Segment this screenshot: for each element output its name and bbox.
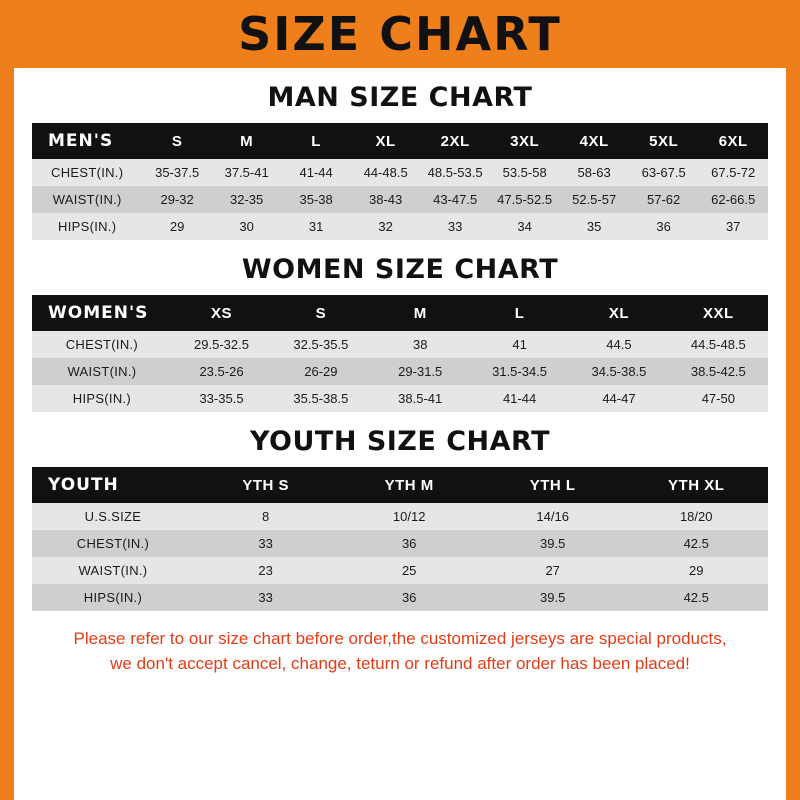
table-cell: 58-63: [559, 159, 629, 186]
column-header: YOUTH: [32, 467, 194, 503]
column-header: YTH XL: [624, 467, 768, 503]
column-header: M: [212, 123, 282, 159]
table-cell: 32.5-35.5: [271, 331, 370, 358]
youth-section-title: YOUTH SIZE CHART: [249, 426, 551, 457]
column-header: XL: [351, 123, 421, 159]
table-cell: 33-35.5: [172, 385, 271, 412]
column-header: MEN'S: [32, 123, 142, 159]
table-cell: 39.5: [481, 530, 625, 557]
table-cell: 29-31.5: [371, 358, 470, 385]
women-section-title: WOMEN SIZE CHART: [241, 254, 559, 285]
table-cell: 35-37.5: [142, 159, 212, 186]
row-label: HIPS(IN.): [32, 385, 172, 412]
table-cell: 35: [559, 213, 629, 240]
row-label: CHEST(IN.): [32, 331, 172, 358]
table-cell: 38.5-42.5: [669, 358, 768, 385]
table-cell: 31.5-34.5: [470, 358, 569, 385]
women-size-section: [14, 254, 786, 412]
row-label: CHEST(IN.): [32, 530, 194, 557]
women-size-table: [32, 295, 768, 412]
table-cell: 23: [194, 557, 338, 584]
table-cell: 41-44: [470, 385, 569, 412]
table-cell: 41-44: [281, 159, 351, 186]
column-header: XS: [172, 295, 271, 331]
table-cell: 63-67.5: [629, 159, 699, 186]
table-cell: 35-38: [281, 186, 351, 213]
column-header: XXL: [669, 295, 768, 331]
table-cell: 23.5-26: [172, 358, 271, 385]
row-label: HIPS(IN.): [32, 584, 194, 611]
column-header: 4XL: [559, 123, 629, 159]
column-header: YTH M: [337, 467, 481, 503]
table-cell: 30: [212, 213, 282, 240]
men-section-title: MAN SIZE CHART: [267, 82, 533, 113]
table-row: [32, 213, 768, 240]
table-row: [32, 385, 768, 412]
table-row: [32, 331, 768, 358]
table-cell: 8: [194, 503, 338, 530]
table-row: [32, 530, 768, 557]
column-header: L: [281, 123, 351, 159]
table-cell: 33: [194, 530, 338, 557]
table-cell: 26-29: [271, 358, 370, 385]
table-row: [32, 159, 768, 186]
table-cell: 36: [337, 530, 481, 557]
row-label: HIPS(IN.): [32, 213, 142, 240]
table-cell: 27: [481, 557, 625, 584]
table-cell: 38.5-41: [371, 385, 470, 412]
table-cell: 33: [194, 584, 338, 611]
column-header: L: [470, 295, 569, 331]
policy-line-2: we don't accept cancel, change, teturn or refund after order has been placed!: [110, 653, 690, 673]
table-row: [32, 186, 768, 213]
table-cell: 14/16: [481, 503, 625, 530]
column-header: M: [371, 295, 470, 331]
youth-size-section: [14, 426, 786, 611]
table-cell: 62-66.5: [698, 186, 768, 213]
row-label: U.S.SIZE: [32, 503, 194, 530]
table-cell: 36: [337, 584, 481, 611]
order-policy-note: [32, 627, 768, 676]
table-cell: 44-48.5: [351, 159, 421, 186]
column-header: S: [271, 295, 370, 331]
men-size-section: [14, 82, 786, 240]
table-cell: 53.5-58: [490, 159, 560, 186]
table-cell: 38: [371, 331, 470, 358]
policy-line-1: Please refer to our size chart before order,the customized jerseys are special products,: [73, 629, 727, 648]
table-cell: 41: [470, 331, 569, 358]
column-header: S: [142, 123, 212, 159]
men-size-table: [32, 123, 768, 240]
table-header-row: [32, 123, 768, 159]
table-cell: 44-47: [569, 385, 668, 412]
table-cell: 35.5-38.5: [271, 385, 370, 412]
page-title: SIZE CHART: [238, 7, 562, 61]
column-header: 6XL: [698, 123, 768, 159]
table-cell: 34.5-38.5: [569, 358, 668, 385]
row-label: WAIST(IN.): [32, 186, 142, 213]
table-cell: 42.5: [624, 584, 768, 611]
table-cell: 25: [337, 557, 481, 584]
table-cell: 31: [281, 213, 351, 240]
table-header-row: [32, 295, 768, 331]
table-cell: 67.5-72: [698, 159, 768, 186]
table-cell: 10/12: [337, 503, 481, 530]
page-banner: [0, 0, 800, 68]
table-cell: 44.5: [569, 331, 668, 358]
column-header: YTH L: [481, 467, 625, 503]
table-cell: 32-35: [212, 186, 282, 213]
table-cell: 47-50: [669, 385, 768, 412]
column-header: 2XL: [420, 123, 490, 159]
column-header: XL: [569, 295, 668, 331]
table-cell: 39.5: [481, 584, 625, 611]
table-cell: 38-43: [351, 186, 421, 213]
row-label: CHEST(IN.): [32, 159, 142, 186]
table-cell: 42.5: [624, 530, 768, 557]
table-cell: 33: [420, 213, 490, 240]
table-cell: 47.5-52.5: [490, 186, 560, 213]
table-cell: 44.5-48.5: [669, 331, 768, 358]
column-header: 3XL: [490, 123, 560, 159]
table-cell: 18/20: [624, 503, 768, 530]
table-cell: 43-47.5: [420, 186, 490, 213]
row-label: WAIST(IN.): [32, 358, 172, 385]
table-cell: 29: [624, 557, 768, 584]
table-cell: 37: [698, 213, 768, 240]
table-cell: 29.5-32.5: [172, 331, 271, 358]
table-header-row: [32, 467, 768, 503]
column-header: WOMEN'S: [32, 295, 172, 331]
row-label: WAIST(IN.): [32, 557, 194, 584]
table-row: [32, 503, 768, 530]
table-cell: 57-62: [629, 186, 699, 213]
table-cell: 36: [629, 213, 699, 240]
table-row: [32, 557, 768, 584]
table-cell: 34: [490, 213, 560, 240]
column-header: YTH S: [194, 467, 338, 503]
table-cell: 37.5-41: [212, 159, 282, 186]
table-cell: 32: [351, 213, 421, 240]
table-cell: 29: [142, 213, 212, 240]
table-cell: 29-32: [142, 186, 212, 213]
table-row: [32, 584, 768, 611]
youth-size-table: [32, 467, 768, 611]
table-cell: 48.5-53.5: [420, 159, 490, 186]
table-row: [32, 358, 768, 385]
table-cell: 52.5-57: [559, 186, 629, 213]
column-header: 5XL: [629, 123, 699, 159]
